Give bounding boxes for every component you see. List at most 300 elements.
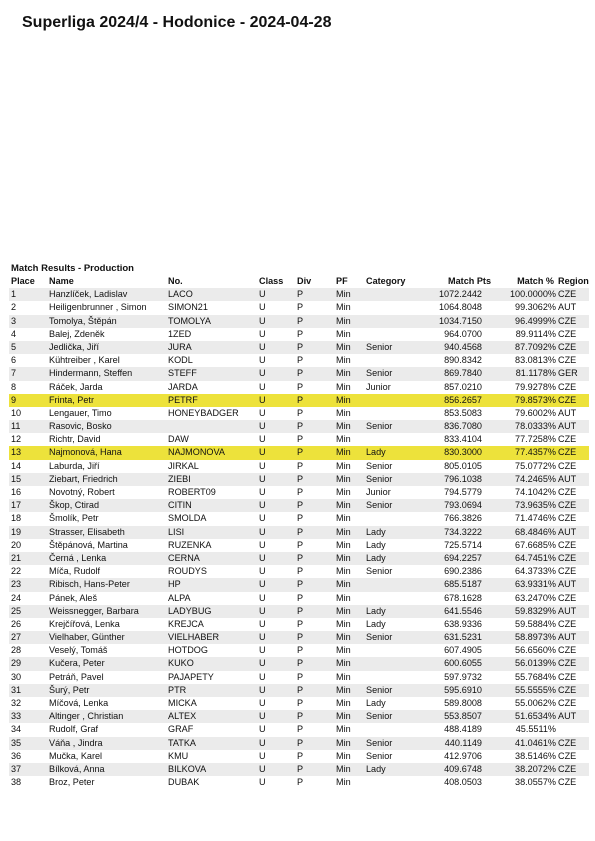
cell-no: GRAF [168,724,194,735]
cell-pf: Min [336,289,351,300]
cell-match-pct: 74.1042% [515,487,556,497]
cell-match-pct: 89.9114% [515,328,556,339]
cell-class: U [259,315,266,326]
cell-no: RUZENKA [168,539,212,550]
cell-region: CZE [558,328,577,339]
cell-match-pts: 607.4905 [444,645,482,656]
cell-no: PTR [168,684,187,695]
table-row [9,433,589,446]
cell-match-pts: 940.4568 [444,341,482,352]
cell-place: 16 [11,487,22,497]
cell-pf: Min [336,302,351,313]
cell-place: 5 [11,341,17,352]
cell-div: P [297,302,304,313]
cell-category: Lady [366,552,386,563]
cell-match-pct: 38.5146% [515,750,556,761]
cell-name: Richtr, David [49,434,101,445]
cell-place: 20 [11,539,22,550]
cell-category: Senior [366,473,393,484]
cell-div: P [297,698,304,708]
cell-match-pct: 41.0461% [515,737,556,748]
cell-class: U [259,724,266,735]
cell-class: U [259,341,266,352]
cell-div: P [297,671,304,682]
cell-region: CZE [558,539,577,550]
cell-class: U [259,460,266,471]
cell-pf: Min [336,566,351,577]
cell-class: U [259,763,266,774]
cell-name: Váňa , Jindra [49,737,103,748]
cell-match-pct: 73.9635% [515,500,556,511]
table-row [9,657,589,670]
cell-place: 12 [11,434,22,445]
cell-name: Pánek, Aleš [49,592,98,603]
cell-match-pts: 796.1038 [444,473,482,484]
cell-match-pts: 869.7840 [444,368,482,379]
cell-place: 11 [11,421,21,432]
cell-match-pts: 725.5714 [444,539,482,550]
cell-class: U [259,500,266,511]
cell-name: Altinger , Christian [49,711,124,722]
cell-pf: Min [336,368,351,379]
cell-no: VIELHABER [168,632,220,643]
cell-region: AUT [558,579,577,590]
cell-class: U [259,447,266,458]
table-row [9,697,589,710]
cell-name: Rudolf, Graf [49,724,99,735]
cell-match-pct: 38.2072% [515,763,556,774]
cell-name: Lengauer, Timo [49,407,112,418]
cell-pf: Min [336,632,351,643]
cell-class: U [259,671,266,682]
cell-match-pts: 440.1149 [444,737,482,748]
cell-no: NAJMONOVA [168,447,225,458]
cell-match-pts: 794.5779 [444,487,482,497]
cell-region: AUT [558,421,577,432]
cell-pf: Min [336,539,351,550]
cell-place: 4 [11,328,17,339]
cell-match-pts: 964.0700 [444,328,482,339]
cell-div: P [297,473,304,484]
cell-match-pts: 638.9336 [444,618,482,629]
cell-pf: Min [336,341,351,352]
cell-div: P [297,605,304,616]
results-table [9,275,589,789]
cell-place: 26 [11,618,22,629]
cell-region: CZE [558,381,577,392]
cell-div: P [297,381,304,392]
cell-region: AUT [558,605,577,616]
cell-name: Šurý, Petr [49,684,90,695]
cell-match-pct: 79.8573% [515,394,556,405]
cell-div: P [297,341,304,352]
table-row [9,671,589,684]
cell-class: U [259,368,266,379]
cell-pf: Min [336,421,351,432]
cell-class: U [259,421,266,432]
cell-place: 1 [11,289,17,300]
cell-match-pts: 853.5083 [444,407,482,418]
cell-category: Senior [366,632,393,643]
cell-div: P [297,447,304,458]
cell-category: Senior [366,421,393,432]
cell-name: Mučka, Karel [49,750,103,761]
table-row [9,407,589,420]
cell-place: 37 [11,763,22,774]
table-row [9,565,589,578]
cell-match-pct: 96.4999% [515,315,556,326]
header-name: Name [49,276,74,286]
cell-match-pts: 857.0210 [444,381,482,392]
cell-div: P [297,394,304,405]
cell-class: U [259,434,266,445]
table-row [9,499,589,512]
cell-pf: Min [336,381,351,392]
table-row [9,341,589,354]
cell-no: KREJCA [168,618,204,629]
cell-category: Senior [366,341,393,352]
cell-div: P [297,711,304,722]
cell-name: Frinta, Petr [49,394,94,405]
cell-region: CZE [558,592,577,603]
cell-region: CZE [558,500,577,511]
table-row [9,526,589,539]
cell-place: 31 [11,684,22,695]
cell-region: CZE [558,460,577,471]
cell-region: CZE [558,487,577,497]
cell-class: U [259,407,266,418]
cell-region: CZE [558,750,577,761]
cell-div: P [297,684,304,695]
header-no: No. [168,276,183,286]
cell-match-pts: 836.7080 [444,421,482,432]
cell-place: 35 [11,737,22,748]
cell-name: Rasovic, Bosko [49,421,112,432]
cell-place: 24 [11,592,22,603]
cell-match-pct: 99.3062% [515,302,556,313]
cell-category: Lady [366,447,386,458]
cell-name: Štěpánová, Martina [49,539,128,550]
cell-pf: Min [336,328,351,339]
cell-match-pct: 68.4846% [515,526,556,537]
cell-place: 18 [11,513,22,524]
cell-no: CERNA [168,552,200,563]
cell-name: Škop, Ctirad [49,500,100,511]
cell-name: Laburda, Jiří [49,460,100,471]
cell-class: U [259,737,266,748]
cell-div: P [297,645,304,656]
cell-place: 28 [11,645,22,656]
cell-match-pct: 55.0062% [515,698,556,708]
header-category: Category [366,276,406,286]
cell-pf: Min [336,513,351,524]
cell-pf: Min [336,645,351,656]
cell-place: 22 [11,566,22,577]
cell-place: 29 [11,658,22,669]
cell-class: U [259,645,266,656]
cell-category: Senior [366,500,393,511]
cell-name: Jedlička, Jiří [49,341,100,352]
cell-no: 1ZED [168,328,192,339]
cell-match-pct: 38.0557% [515,777,556,788]
cell-class: U [259,487,266,497]
cell-div: P [297,750,304,761]
cell-region: CZE [558,434,577,445]
header-place: Place [11,276,35,286]
cell-match-pts: 553.8507 [444,711,482,722]
cell-name: Míča, Rudolf [49,566,101,577]
header-pf: PF [336,276,348,286]
cell-category: Senior [366,368,393,379]
cell-class: U [259,658,266,669]
cell-place: 19 [11,526,22,537]
cell-region: AUT [558,407,577,418]
cell-div: P [297,763,304,774]
table-row [9,512,589,525]
table-row [9,592,589,605]
cell-match-pct: 87.7092% [515,341,556,352]
cell-pf: Min [336,447,351,458]
table-row [9,776,589,789]
cell-no: TATKA [168,737,196,748]
cell-match-pts: 589.8008 [444,698,482,708]
table-body [9,288,589,789]
cell-region: CZE [558,566,577,577]
cell-match-pct: 81.1178% [515,368,556,379]
cell-class: U [259,289,266,300]
cell-match-pts: 597.9732 [444,671,482,682]
cell-no: BILKOVA [168,763,207,774]
cell-div: P [297,421,304,432]
cell-region: CZE [558,698,577,708]
cell-match-pct: 83.0813% [515,355,556,366]
cell-class: U [259,566,266,577]
cell-no: HOTDOG [168,645,208,656]
table-row [9,288,589,301]
table-row [9,420,589,433]
cell-name: Ráček, Jarda [49,381,103,392]
cell-place: 14 [11,460,22,471]
cell-match-pts: 1034.7150 [439,315,482,326]
cell-name: Heiligenbrunner , Simon [49,302,147,313]
cell-pf: Min [336,724,351,735]
cell-no: KUKO [168,658,194,669]
cell-match-pct: 74.2465% [515,473,556,484]
cell-pf: Min [336,750,351,761]
cell-name: Strasser, Elisabeth [49,526,125,537]
cell-place: 33 [11,711,22,722]
cell-place: 2 [11,302,17,313]
table-row [9,367,589,380]
table-row [9,723,589,736]
cell-region: CZE [558,513,577,524]
cell-region: GER [558,368,578,379]
cell-place: 30 [11,671,22,682]
cell-match-pts: 694.2257 [444,552,482,563]
cell-region: CZE [558,447,577,458]
cell-name: Weissnegger, Barbara [49,605,139,616]
cell-category: Senior [366,566,393,577]
cell-name: Hindermann, Steffen [49,368,133,379]
cell-pf: Min [336,684,351,695]
cell-place: 38 [11,777,22,788]
cell-class: U [259,381,266,392]
cell-place: 9 [11,394,17,405]
cell-name: Ribisch, Hans-Peter [49,579,130,590]
header-match-pct: Match % [517,276,554,286]
cell-div: P [297,658,304,669]
cell-match-pct: 77.7258% [515,434,556,445]
cell-category: Senior [366,750,393,761]
cell-category: Lady [366,698,386,708]
cell-match-pts: 412.9706 [444,750,482,761]
cell-region: CZE [558,341,577,352]
cell-match-pts: 690.2386 [444,566,482,577]
table-row [9,684,589,697]
cell-class: U [259,552,266,563]
table-row [9,381,589,394]
cell-match-pts: 766.3826 [444,513,482,524]
cell-no: JIRKAL [168,460,199,471]
cell-no: MICKA [168,698,197,708]
cell-match-pts: 833.4104 [444,434,482,445]
cell-match-pts: 488.4189 [444,724,482,735]
cell-place: 7 [11,368,17,379]
cell-div: P [297,460,304,471]
cell-div: P [297,315,304,326]
cell-name: Kühtreiber , Karel [49,355,120,366]
cell-pf: Min [336,737,351,748]
cell-place: 25 [11,605,22,616]
cell-match-pts: 595.6910 [444,684,482,695]
cell-match-pts: 830.3000 [444,447,482,458]
cell-match-pct: 55.5555% [515,684,556,695]
cell-class: U [259,632,266,643]
cell-class: U [259,605,266,616]
cell-match-pct: 78.0333% [515,421,556,432]
cell-place: 6 [11,355,17,366]
cell-pf: Min [336,777,351,788]
cell-match-pts: 678.1628 [444,592,482,603]
cell-class: U [259,684,266,695]
cell-name: Bílková, Anna [49,763,105,774]
cell-div: P [297,566,304,577]
cell-div: P [297,724,304,735]
cell-match-pct: 64.3733% [515,566,556,577]
cell-match-pts: 600.6055 [444,658,482,669]
cell-no: ZIEBI [168,473,191,484]
cell-div: P [297,737,304,748]
cell-no: DAW [168,434,189,445]
cell-pf: Min [336,315,351,326]
cell-div: P [297,487,304,497]
header-class: Class [259,276,284,286]
cell-name: Šmolík, Petr [49,513,99,524]
cell-class: U [259,618,266,629]
cell-match-pct: 45.5511% [515,724,556,735]
table-row [9,618,589,631]
cell-match-pts: 1072.2442 [439,289,482,300]
cell-name: Novotný, Robert [49,487,115,497]
cell-region: AUT [558,632,577,643]
cell-place: 23 [11,579,22,590]
cell-div: P [297,552,304,563]
cell-pf: Min [336,698,351,708]
cell-no: SMOLDA [168,513,207,524]
cell-div: P [297,500,304,511]
cell-pf: Min [336,605,351,616]
cell-match-pts: 805.0105 [444,460,482,471]
cell-place: 34 [11,724,22,735]
cell-category: Lady [366,526,386,537]
cell-name: Tomolya, Štěpán [49,315,117,326]
cell-name: Petráň, Pavel [49,671,104,682]
cell-category: Lady [366,539,386,550]
table-row [9,394,589,407]
cell-pf: Min [336,394,351,405]
cell-match-pct: 56.0139% [515,658,556,669]
cell-category: Lady [366,763,386,774]
table-row [9,631,589,644]
table-row [9,460,589,473]
cell-name: Najmonová, Hana [49,447,122,458]
table-row [9,539,589,552]
cell-no: TOMOLYA [168,315,211,326]
cell-match-pct: 67.6685% [515,539,556,550]
cell-name: Broz, Peter [49,777,95,788]
cell-name: Vielhaber, Günther [49,632,125,643]
cell-region: AUT [558,711,577,722]
cell-div: P [297,513,304,524]
cell-name: Míčová, Lenka [49,698,109,708]
cell-match-pts: 685.5187 [444,579,482,590]
page-title: Superliga 2024/4 - Hodonice - 2024-04-28 [22,14,332,31]
cell-region: CZE [558,777,577,788]
cell-place: 3 [11,315,17,326]
cell-div: P [297,592,304,603]
cell-match-pct: 59.5884% [515,618,556,629]
cell-no: STEFF [168,368,197,379]
cell-pf: Min [336,552,351,563]
table-row [9,605,589,618]
cell-no: DUBAK [168,777,200,788]
cell-place: 32 [11,698,22,708]
cell-match-pts: 409.6748 [444,763,482,774]
cell-div: P [297,526,304,537]
cell-name: Ziebart, Friedrich [49,473,118,484]
cell-match-pts: 1064.8048 [439,302,482,313]
cell-region: CZE [558,355,577,366]
cell-place: 36 [11,750,22,761]
cell-match-pct: 63.9331% [515,579,556,590]
cell-match-pts: 856.2657 [444,394,482,405]
cell-class: U [259,698,266,708]
table-row [9,552,589,565]
cell-pf: Min [336,487,351,497]
cell-region: AUT [558,526,577,537]
cell-div: P [297,434,304,445]
cell-div: P [297,632,304,643]
cell-region: CZE [558,618,577,629]
cell-match-pct: 51.6534% [515,711,556,722]
cell-class: U [259,750,266,761]
cell-region: AUT [558,473,577,484]
cell-pf: Min [336,407,351,418]
cell-no: JURA [168,341,192,352]
cell-no: ROUDYS [168,566,207,577]
cell-match-pct: 79.6002% [515,407,556,418]
cell-class: U [259,328,266,339]
